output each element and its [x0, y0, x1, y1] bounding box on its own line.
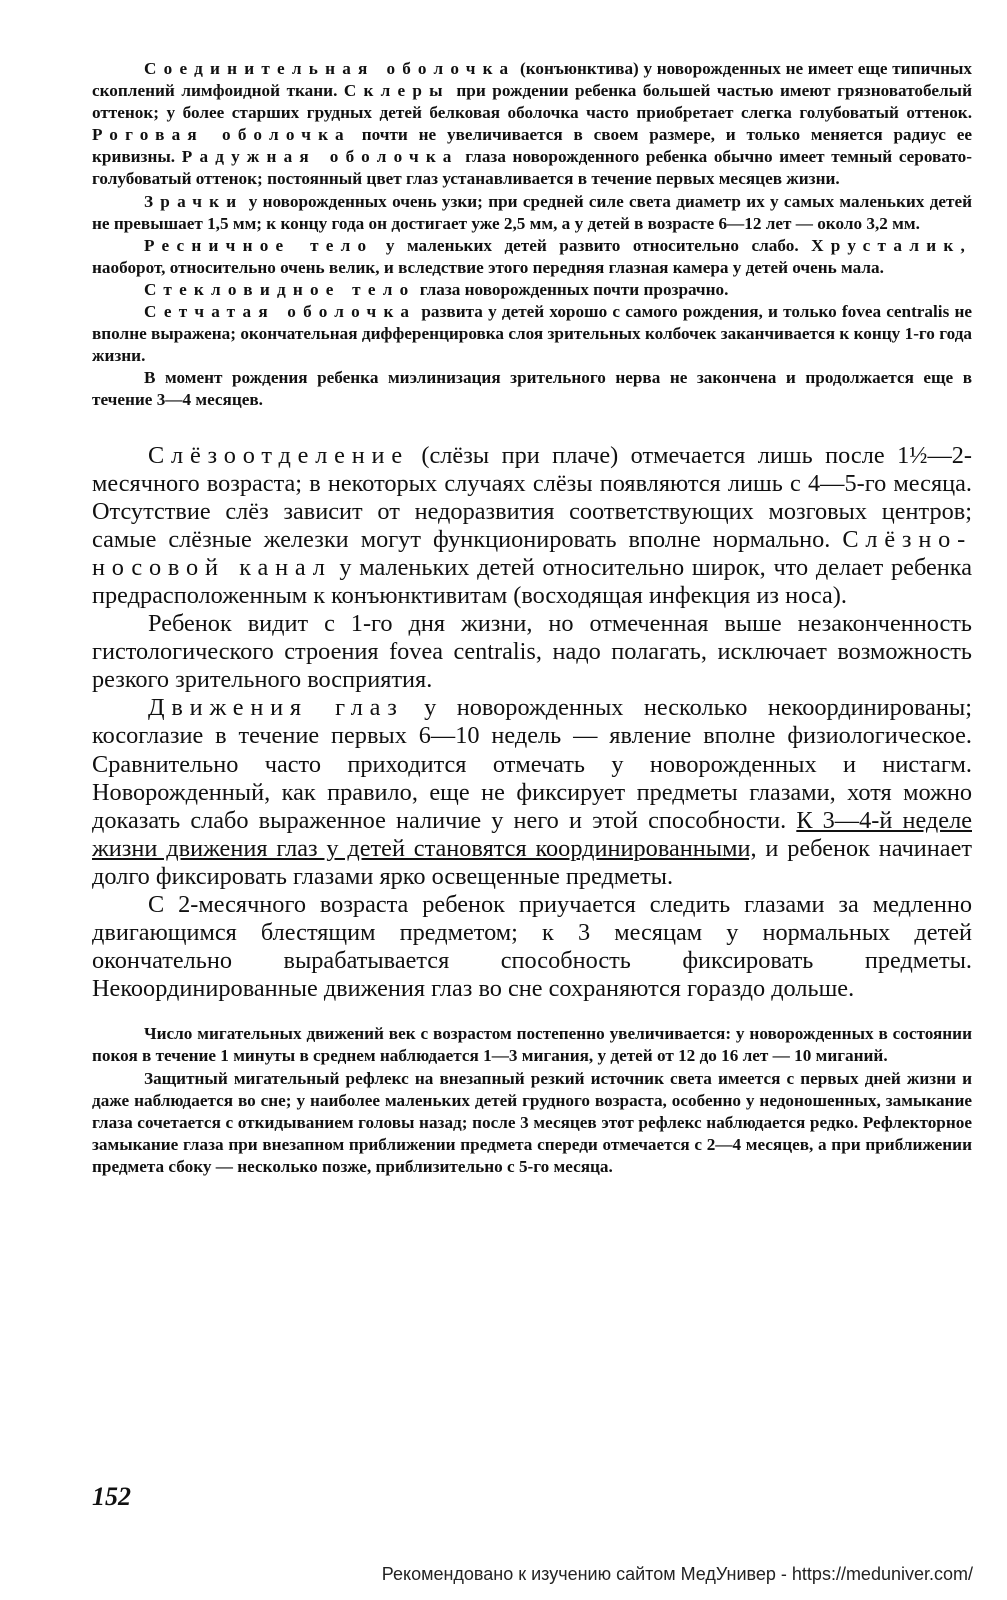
- paragraph-blinking: Число мигательных движений век с возрастом постепенно увеличивается: у новорожденных в состоянии покоя в течение 1 минуты в среднем наблюдается 1—3 мигания, у детей от 12 до 16 лет — 10 миганий.: [92, 1024, 972, 1066]
- text: почти не увеличивается в своем размере, и только меняется радиус ее кривизны.: [92, 125, 972, 167]
- term-pupils: Зрачки: [144, 191, 244, 211]
- term-retina: Сетчатая оболочка: [144, 302, 417, 322]
- paragraph-blink-reflex: Защитный мигательный рефлекс на внезапный резкий источник света имеется с первых дней жизни и даже наблюдается во сне; у наиболее маленьких детей грудного возраста, особенно у недоношенных, замыкание глаза сочетается с откидыванием головы назад; после 3 месяцев этот рефлекс наблюдается редко. Рефлекторное замыкание глаза при внезапном приближении предмета спереди отмечается с 2—4 месяцев, а при приближении предмета сбоку — несколько позже, приблизительно с 5-го месяца.: [92, 1068, 972, 1176]
- text: (слёзы при плаче) отмечается лишь после 1½—2-месячного возраста; в некоторых случаях слёзы появляются лишь с 4—5-го месяца. Отсутствие слёз зависит от недоразвития соответствующих мозговых центров; самые слёзные железки могут функционировать вполне нормально.: [92, 441, 972, 553]
- term-lacrimation: Слёзоотделение: [148, 441, 409, 469]
- text: и ребенок начинает долго фиксировать глазами ярко освещенные предметы.: [92, 834, 972, 890]
- text: наоборот, относительно очень велик, и вследствие этого передняя глазная камера у детей очень мала.: [92, 257, 884, 277]
- main-section: [92, 442, 972, 1004]
- term-eye-movements: Движения глаз: [148, 694, 404, 722]
- page-content: [92, 58, 972, 1178]
- paragraph-ciliary-body: [92, 235, 972, 279]
- paragraph-conjunctiva: [92, 58, 972, 191]
- text: глаза новорожденных почти прозрачно.: [415, 279, 729, 299]
- term-nasolacrimal-canal: Слёзно-носовой канал: [92, 525, 972, 581]
- text: у маленьких детей развито относительно слабо.: [373, 235, 812, 255]
- paragraph-pupils: [92, 191, 972, 235]
- term-iris: Радужная оболочка: [181, 147, 459, 167]
- paragraph-eye-movements: [92, 694, 972, 891]
- term-conjunctiva: Соединительная оболочка: [144, 59, 516, 78]
- term-vitreous: Стекловидное тело: [144, 279, 416, 299]
- page-number: 152: [92, 1482, 131, 1511]
- text: при рождении ребенка большей частью имеют грязноватобелый оттенок; у более старших грудных детей белковая оболочка часто приобретает слегка голубоватый оттенок.: [92, 81, 972, 123]
- text: глаза новорожденного ребенка обычно имеет темный серовато-голубоватый оттенок; постоянный цвет глаз устанавливается в течение первых месяцев жизни.: [92, 147, 973, 189]
- text: развита у детей хорошо с самого рождения, и только fovea centralis не вполне выражена; окончательная дифференцировка слоя зрительных колбочек заканчивается к концу 1-го года жизни.: [92, 302, 973, 366]
- text: у маленьких детей относительно широк, что делает ребенка предрасположенным к конъюнктивитам (восходящая инфекция из носа).: [92, 553, 972, 609]
- text: у новорожденных очень узки; при средней силе света диаметр их у самых маленьких детей не превышает 1,5 мм; к концу года он достигает уже 2,5 мм, а у детей в возрасте 6—12 лет — около 3,2 мм.: [92, 191, 972, 233]
- footer-recommendation: Рекомендовано к изучению сайтом МедУнивер - https://meduniver.com/: [381, 1564, 973, 1584]
- underlined-text: К 3—4-й неделе жизни движения глаз у детей становятся координированными,: [92, 806, 972, 862]
- bottom-section: [92, 1023, 972, 1178]
- paragraph-vitreous: [92, 279, 972, 301]
- paragraph-tracking: С 2-месячного возраста ребенок приучается следить глазами за медленно двигающимся блестящим предметом; к 3 месяцам у нормальных детей окончательно вырабатывается способность фиксировать предметы. Некоординированные движения глаз во сне сохраняются гораздо дольше.: [92, 891, 972, 1003]
- paragraph-vision: Ребенок видит с 1-го дня жизни, но отмеченная выше незаконченность гистологического строения fovea centralis, надо полагать, исключает возможность резкого зрительного восприятия.: [92, 610, 972, 694]
- paragraph-optic-nerve: В момент рождения ребенка миэлинизация зрительного нерва не закончена и продолжается еще в течение 3—4 месяцев.: [92, 368, 972, 410]
- term-sclera: Склеры: [343, 81, 450, 101]
- term-lens: Хрусталик,: [811, 235, 972, 255]
- text: у новорожденных несколько некоординированы; косоглазие в течение первых 6—10 недель — явление вполне физиологическое. Сравнительно часто приходится отмечать у новорожденных и нистагм. Новорожденный, как правило, еще не фиксирует предметы глазами, хотя можно доказать слабо выраженное наличие у него и этой способности.: [92, 694, 972, 834]
- paragraph-lacrimation: [92, 442, 972, 611]
- top-section: [92, 58, 972, 412]
- term-ciliary-body: Ресничное тело: [144, 235, 374, 255]
- text: (конъюнктива) у новорожденных не имеет еще типичных скоплений лимфоидной ткани.: [92, 59, 972, 101]
- paragraph-retina: [92, 301, 972, 367]
- term-cornea: Роговая оболочка: [92, 125, 351, 145]
